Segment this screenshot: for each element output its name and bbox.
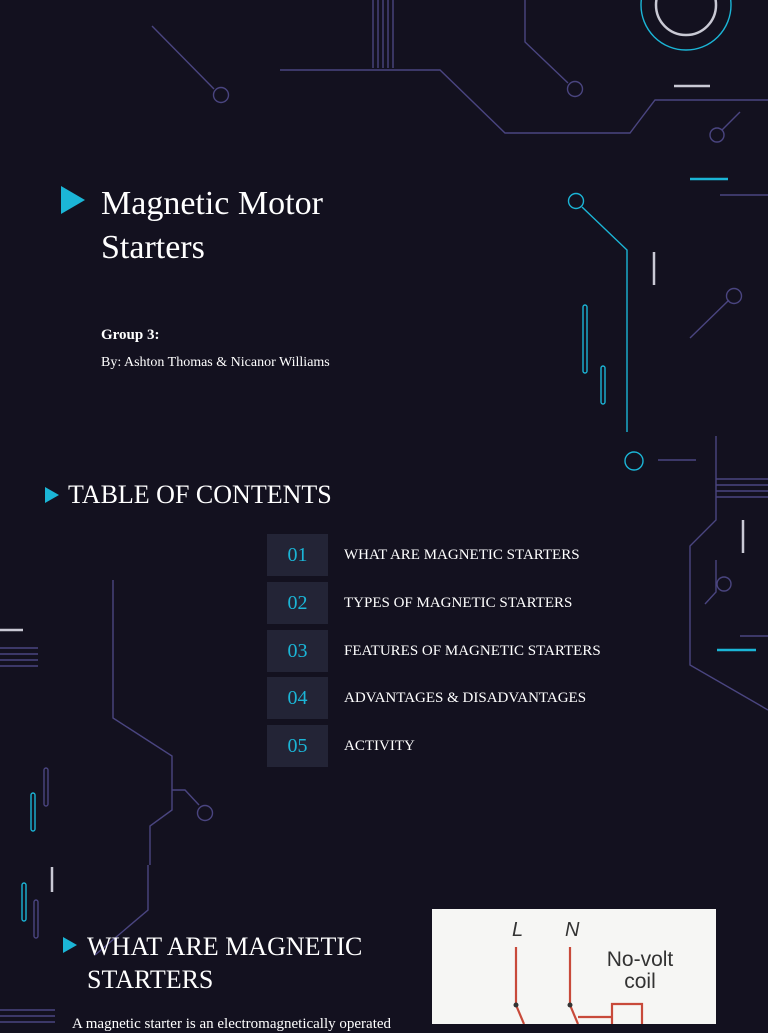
toc-label: FEATURES OF MAGNETIC STARTERS <box>344 643 601 659</box>
toc-item[interactable] <box>267 725 687 767</box>
toc-number: 02 <box>267 582 328 624</box>
toc-label: TYPES OF MAGNETIC STARTERS <box>344 595 573 611</box>
section-body-text: A magnetic starter is an electromagnetically operated <box>72 1016 392 1032</box>
diagram-label-l: L <box>512 919 524 941</box>
toc-number: 01 <box>267 534 328 576</box>
play-triangle-icon <box>45 487 59 503</box>
toc-item[interactable] <box>267 677 687 719</box>
page-title: Magnetic Motor Starters <box>101 185 323 266</box>
toc-heading: TABLE OF CONTENTS <box>68 480 332 509</box>
diagram-coil-label: No-volt coil <box>606 948 674 993</box>
section-heading: WHAT ARE MAGNETIC STARTERS <box>87 932 363 994</box>
toc-number: 05 <box>267 725 328 767</box>
toc-item[interactable] <box>267 582 687 624</box>
group-label: Group 3: <box>101 327 160 343</box>
authors-line: By: Ashton Thomas & Nicanor Williams <box>101 355 330 370</box>
toc-item[interactable] <box>267 534 687 576</box>
play-triangle-icon <box>63 937 77 953</box>
toc-number: 04 <box>267 677 328 719</box>
toc-label: WHAT ARE MAGNETIC STARTERS <box>344 547 580 563</box>
play-triangle-icon <box>61 186 85 214</box>
circuit-diagram-image <box>432 909 716 1024</box>
toc-item[interactable] <box>267 630 687 672</box>
toc-label: ADVANTAGES & DISADVANTAGES <box>344 690 587 706</box>
diagram-label-n: N <box>565 919 580 941</box>
toc-label: ACTIVITY <box>344 738 415 754</box>
toc-number: 03 <box>267 630 328 672</box>
